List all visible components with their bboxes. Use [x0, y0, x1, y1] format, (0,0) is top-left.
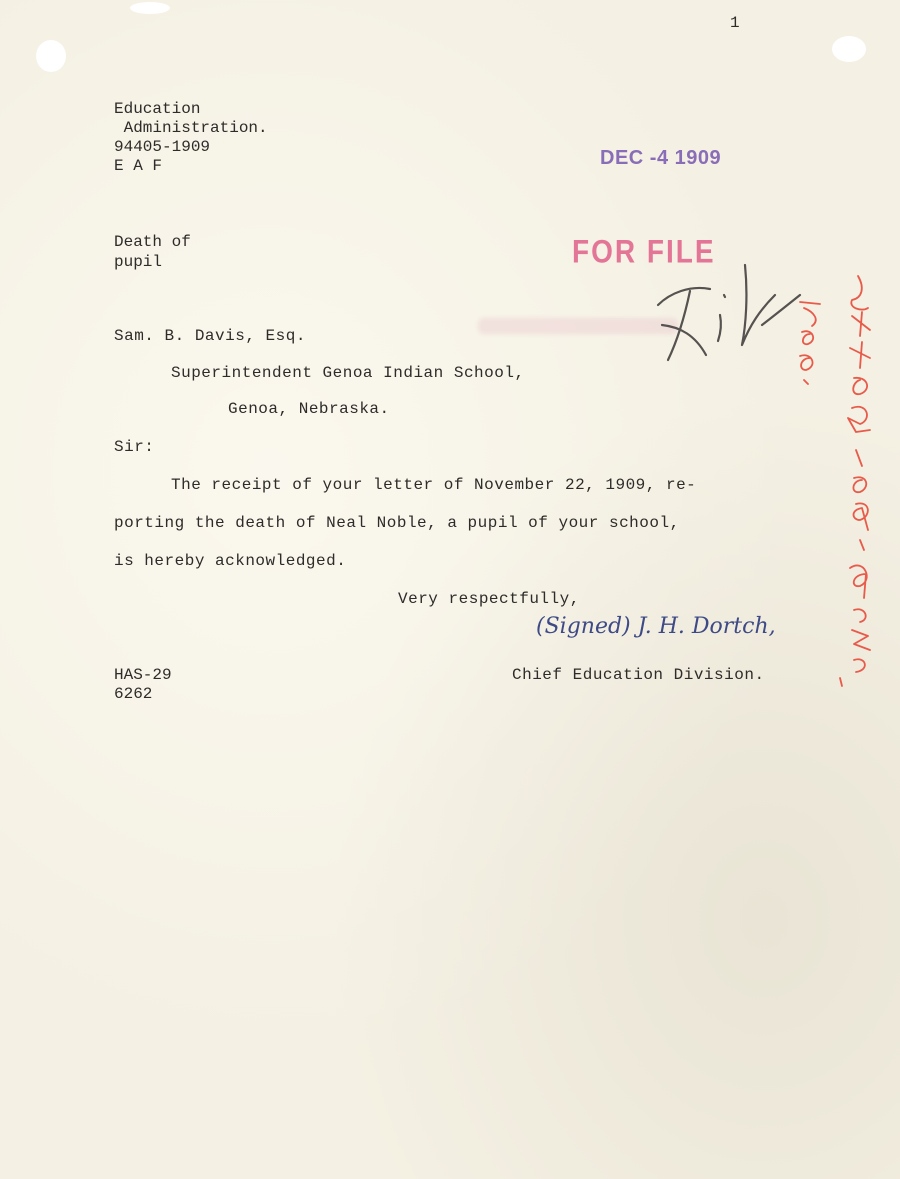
- date-stamp: DEC -4 1909: [600, 147, 722, 169]
- file-header: [114, 100, 268, 176]
- addressee-title: Superintendent Genoa Indian School,: [171, 364, 525, 382]
- subject-block: [114, 232, 191, 272]
- body-line-3: is hereby acknowledged.: [114, 552, 347, 570]
- subject-line-1: Death of: [114, 233, 191, 251]
- faint-stamp-smudge: [478, 318, 678, 334]
- paper-tear-right: [832, 36, 866, 62]
- salutation: Sir:: [114, 438, 155, 456]
- addressee-place: Genoa, Nebraska.: [228, 400, 390, 418]
- subject-line-2: pupil: [114, 253, 163, 271]
- page-number: 1: [730, 14, 740, 32]
- addressee-name: Sam. B. Davis, Esq.: [114, 327, 306, 345]
- footer-line-1: HAS-29: [114, 666, 172, 684]
- for-file-stamp: FOR FILE: [572, 233, 716, 270]
- header-line-2: Administration.: [114, 119, 268, 137]
- closing: Very respectfully,: [398, 590, 580, 608]
- footer-line-2: 6262: [114, 685, 153, 703]
- body-line-2: porting the death of Neal Noble, a pupil of your school,: [114, 514, 680, 532]
- body-line-1: The receipt of your letter of November 22, 1909, re-: [171, 476, 697, 494]
- red-pencil-note: [790, 268, 890, 688]
- paper-tear-left: [36, 40, 66, 72]
- header-line-3: 94405-1909: [114, 138, 211, 156]
- header-line-1: Education: [114, 100, 201, 118]
- header-line-4: E A F: [114, 157, 163, 175]
- paper-tear-top: [130, 2, 170, 14]
- signature-stamp: (Signed) J. H. Dortch,: [536, 614, 776, 639]
- typist-reference: [114, 666, 172, 704]
- signature-title: Chief Education Division.: [512, 666, 765, 684]
